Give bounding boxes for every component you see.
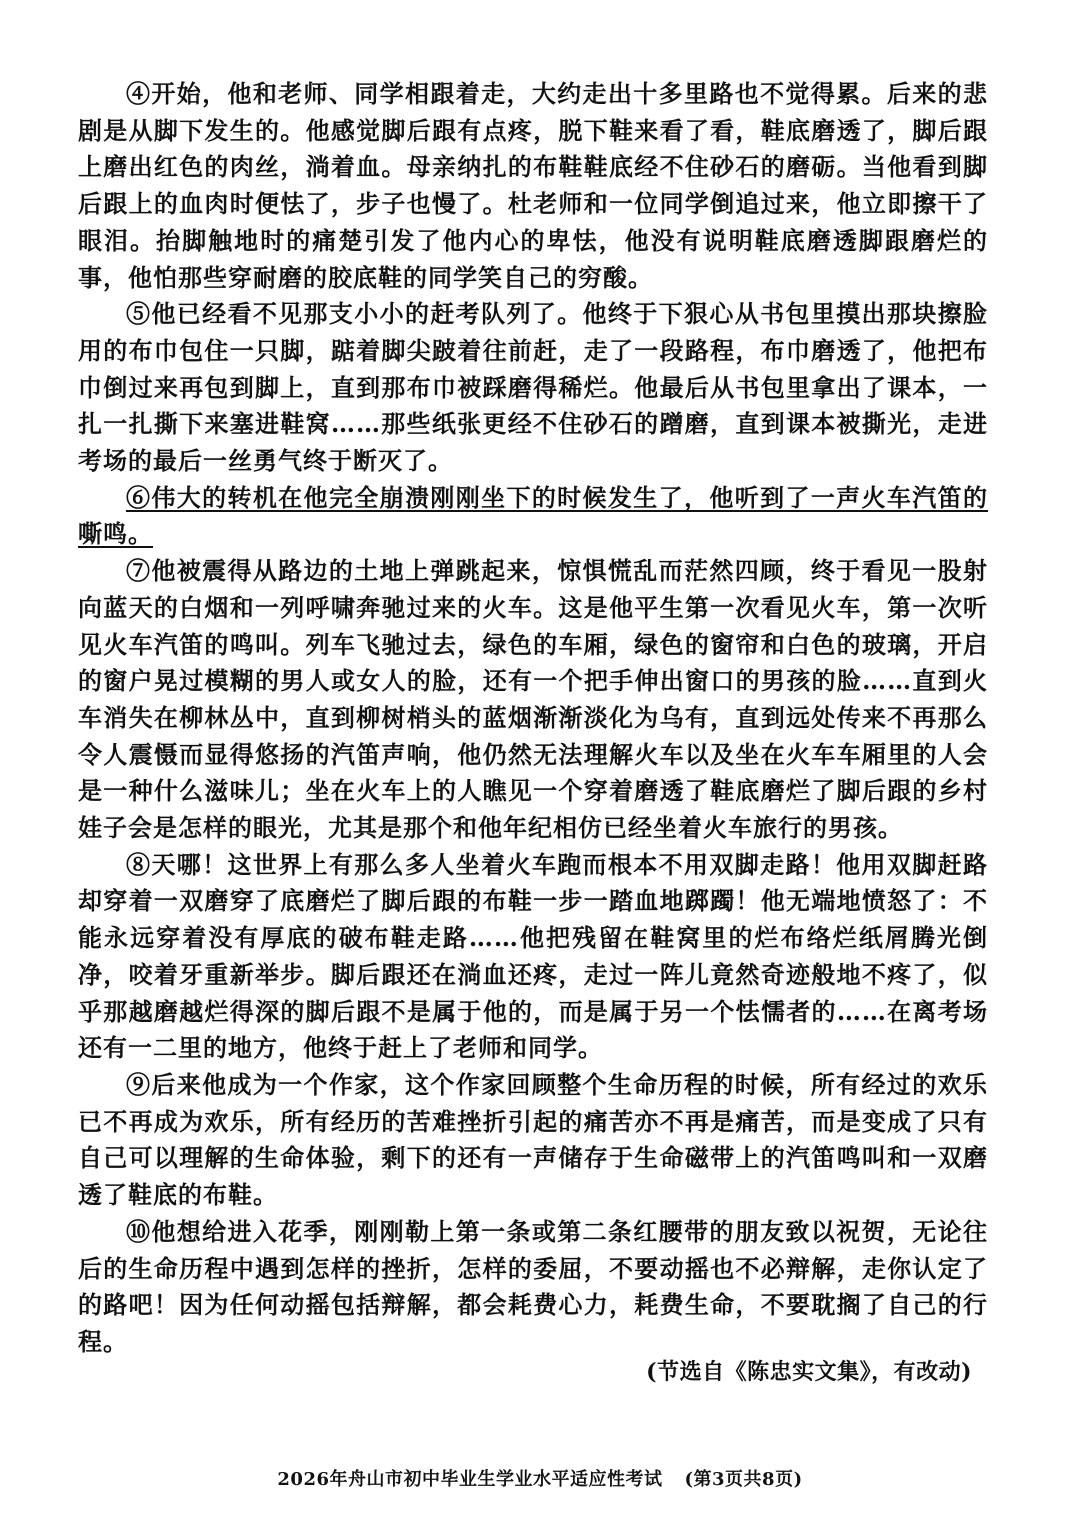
page-number: (第3页共8页)	[684, 1469, 803, 1490]
paragraph-5: ⑤他已经看不见那支小小的赶考队列了。他终于下狠心从书包里摸出那块擦脸用的布巾包住一只脚，踮着脚尖跛着往前赶，走了一段路程，布巾磨透了，他把布巾倒过来再包到脚上，直到那布巾被踩磨得稀烂。他最后从书包里拿出了课本，一扎一扎撕下来塞进鞋窝……那些纸张更经不住砂石的蹭磨，直到课本被撕光，走进考场的最后一丝勇气终于断灭了。	[78, 299, 988, 476]
paragraph-7: ⑦他被震得从路边的土地上弹跳起来，惊惧慌乱而茫然四顾，终于看见一股射向蓝天的白烟和一列呼啸奔驰过来的火车。这是他平生第一次看见火车，第一次听见火车汽笛的鸣叫。列车飞驰过去，绿色的车厢，绿色的窗帘和白色的玻璃，开启的窗户晃过模糊的男人或女人的脸，还有一个把手伸出窗口的男孩的脸……直到火车消失在柳林丛中，直到柳树梢头的蓝烟渐渐淡化为乌有，直到远处传来不再那么令人震慑而显得悠扬的汽笛声响，他仍然无法理解火车以及坐在火车车厢里的人会是一种什么滋味儿；坐在火车上的人瞧见一个穿着磨透了鞋底磨烂了脚后跟的乡村娃子会是怎样的眼光，尤其是那个和他年纪相仿已经坐着火车旅行的男孩。	[78, 556, 988, 843]
exam-title: 2026年舟山市初中毕业生学业水平适应性考试	[277, 1469, 663, 1490]
paragraph-10: ⑩他想给进入花季，刚刚勒上第一条或第二条红腰带的朋友致以祝贺，无论往后的生命历程中遇到怎样的挫折，怎样的委屈，不要动摇也不必辩解，走你认定了的路吧！因为任何动摇包括辩解，都会耗费心力，耗费生命，不要耽搁了自己的行程。	[78, 1216, 988, 1356]
paragraph-9: ⑨后来他成为一个作家，这个作家回顾整个生命历程的时候，所有经过的欢乐已不再成为欢乐，所有经历的苦难挫折引起的痛苦亦不再是痛苦，而是变成了只有自己可以理解的生命体验，剩下的还有一声储存于生命磁带上的汽笛鸣叫和一双磨透了鞋底的布鞋。	[78, 1069, 988, 1210]
paragraph-4: ④开始，他和老师、同学相跟着走，大约走出十多里路也不觉得累。后来的悲剧是从脚下发生的。他感觉脚后跟有点疼，脱下鞋来看了看，鞋底磨透了，脚后跟上磨出红色的肉丝，淌着血。母亲纳扎的布鞋鞋底经不住砂石的磨砺。当他看到脚后跟上的血肉时便怯了，步子也慢了。杜老师和一位同学倒追过来，他立即擦干了眼泪。抬脚触地时的痛楚引发了他内心的卑怯，他没有说明鞋底磨透脚跟磨烂的事，他怕那些穿耐磨的胶底鞋的同学笑自己的穷酸。	[78, 79, 988, 292]
passage-body	[78, 76, 988, 1361]
paragraph-8: ⑧天哪！这世界上有那么多人坐着火车跑而根本不用双脚走路！他用双脚赶路却穿着一双磨穿了底磨烂了脚后跟的布鞋一步一踏血地踯躅！他无端地愤怒了：不能永远穿着没有厚底的破布鞋走路……他把残留在鞋窝里的烂布络烂纸屑腾光倒净，咬着牙重新举步。脚后跟还在淌血还疼，走过一阵儿竟然奇迹般地不疼了，似乎那越磨越烂得深的脚后跟不是属于他的，而是属于另一个怯懦者的……在离考场还有一二里的地方，他终于赶上了老师和同学。	[78, 849, 988, 1063]
page-footer	[0, 1465, 1080, 1491]
paragraph-6-underlined: ⑥伟大的转机在他完全崩溃刚刚坐下的时候发生了，他听到了一声火车汽笛的嘶鸣。	[78, 482, 988, 549]
source-note: (节选自《陈忠实文集》，有改动)	[646, 1359, 972, 1385]
